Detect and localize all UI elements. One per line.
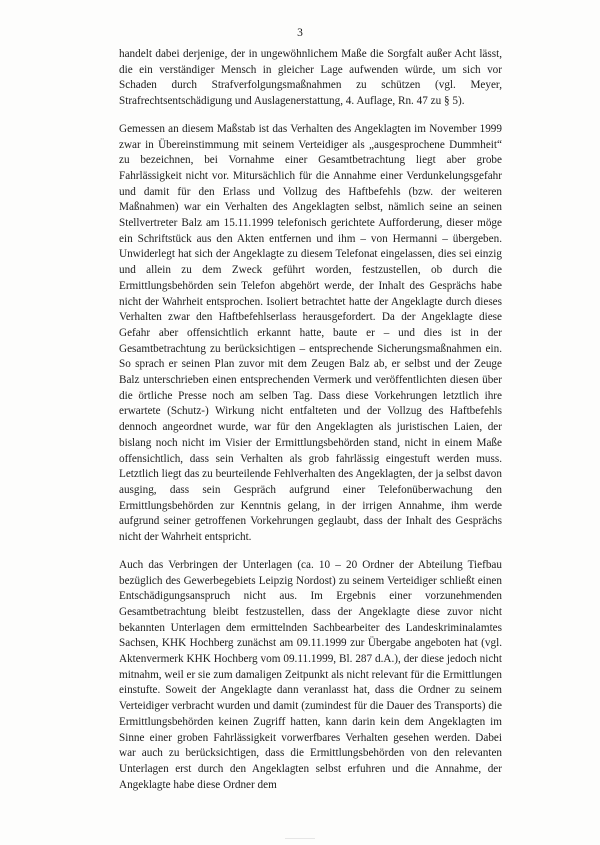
paragraph-1: handelt dabei derjenige, der in ungewöhnlichem Maße die Sorgfalt außer Acht lässt, die ein verständiger Mensch in gleicher Lage aufwenden würde, um sich vor Schaden durch Strafverfolgungsmaßnahmen zu schützen (vgl. Meyer, Strafrechtsentschädigung und Auslagenerstattung, 4. Auflage, Rn. 47 zu § 5). bbox=[119, 48, 502, 108]
paragraph-2: Gemessen an diesem Maßstab ist das Verhalten des Angeklagten im November 1999 zwar in Übereinstimmung mit seinem Verteidiger als „ausgesprochene Dummheit“ zu bezeichnen, bei Vornahme einer Gesamtbetrachtung liegt aber grobe Fahrlässigkeit nicht vor. Mitursächlich für die Annahme einer Verdunkelungsgefahr und damit für den Erlass und Vollzug des Haftbefehls (bzw. der weiteren Maßnahmen) war ein Verhalten des Angeklagten selbst, nämlich seine an seinen Stellvertreter Balz am 15.11.1999 telefonisch gerichtete Aufforderung, dieser möge ein Schriftstück aus den Akten entfernen und ihm – von Hermanni – übergeben. Unwiderlegt hat sich der Angeklagte zu diesem Telefonat eingelassen, dies sei einzig und allein zu dem Zweck geführt worden, festzustellen, ob durch die Ermittlungsbehörden sein Telefon abgehört werde, der Inhalt des Gesprächs habe nicht der Wahrheit entsprochen. Isoliert betrachtet hatte der Angeklagte durch dieses Verhalten zwar den Haftbefehlserlass herausgefordert. Da der Angeklagte diese Gefahr aber offensichtlich erkannt hatte, baute er – und dies ist in der Gesamtbetrachtung zu berücksichtigen – entsprechende Sicherungsmaßnahmen ein. So sprach er seinen Plan zuvor mit dem Zeugen Balz ab, er selbst und der Zeuge Balz unterschrieben einen entsprechenden Vermerk und veröffentlichten diesen über die örtliche Presse noch am selben Tag. Dass diese Vorkehrungen letztlich ihre erwartete (Schutz-) Wirkung nicht entfalteten und der Vollzug des Haftbefehls dennoch angeordnet wurde, war für den Angeklagten als juristischen Laien, der bislang noch nicht im Visier der Ermittlungsbehörden stand, nicht in einem Maße offensichtlich, dass sein Verhalten als grob fahrlässig eingestuft werden muss. Letztlich liegt das zu beurteilende Fehlverhalten des Angeklagten, der ja selbst davon ausging, dass sein Gespräch aufgrund einer Telefonüberwachung den Ermittlungsbehörden zur Kenntnis gelang, in der irrigen Annahme, ihm werde aufgrund seiner getroffenen Vorkehrungen geglaubt, dass der Inhalt des Gesprächs nicht der Wahrheit entspricht. bbox=[119, 122, 502, 544]
document-body bbox=[119, 47, 502, 805]
paragraph-3: Auch das Verbringen der Unterlagen (ca. 10 – 20 Ordner der Abteilung Tiefbau bezüglich des Gewerbegebiets Leipzig Nordost) zu seinem Verteidiger schließt einen Entschädigungsanspruch nicht aus. Im Ergebnis einer vorzunehmenden Gesamtbetrachtung bleibt festzustellen, dass der Angeklagte diese zuvor nicht bekannten Unterlagen dem ermittelnden Sachbearbeiter des Landeskriminalamtes Sachsen, KHK Hochberg zunächst am 09.11.1999 zur Übergabe angeboten hat (vgl. Aktenvermerk KHK Hochberg vom 09.11.1999, Bl. 287 d.A.), der diese jedoch nicht mitnahm, weil er sie zum damaligen Zeitpunkt als nicht relevant für die Ermittlungen einstufte. Soweit der Angeklagte dann veranlasst hat, dass die Ordner zu seinem Verteidiger verbracht wurden und damit (zumindest für die Dauer des Transports) die Ermittlungsbehörden keinen Zugriff hatten, kann darin kein dem Angeklagten im Sinne einer groben Fahrlässigkeit vorwerfbares Verhalten gesehen werden. Dabei war auch zu berücksichtigen, dass die Ermittlungsbehörden von den relevanten Unterlagen erst durch den Angeklagten selbst erfuhren und die Annahme, der Angeklagte habe diese Ordner dem bbox=[119, 558, 502, 791]
page-number: 3 bbox=[297, 27, 303, 39]
scan-artifact bbox=[285, 838, 315, 839]
